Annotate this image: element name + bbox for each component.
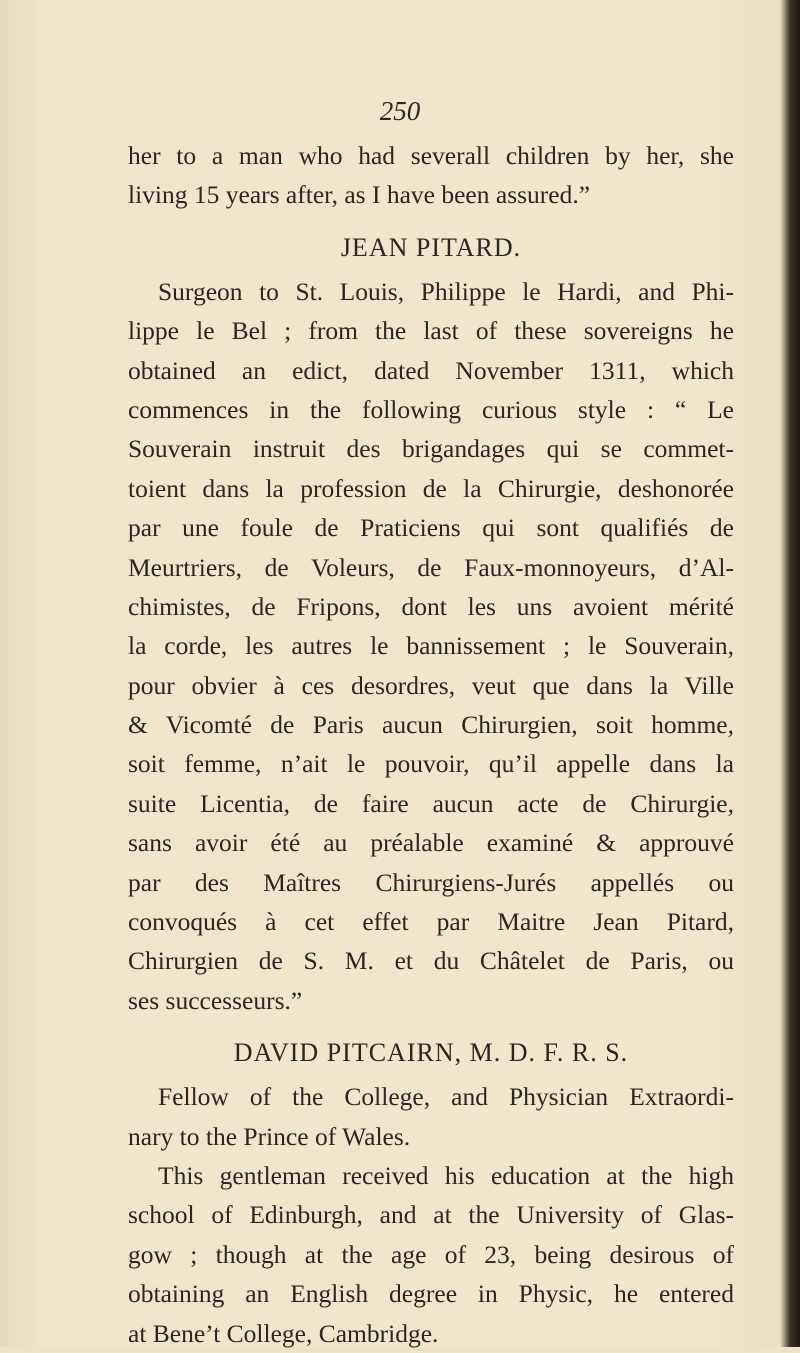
- text-line: her to a man who had severall children by her, she: [128, 141, 734, 170]
- text-line: Surgeon to St. Louis, Philippe le Hardi, and Phi-: [158, 276, 734, 306]
- text-line: pour obvier à ces desordres, veut que dans la Ville: [128, 670, 734, 700]
- text-line: par une foule de Praticiens qui sont qualifiés de: [128, 513, 734, 543]
- text-line: obtained an edict, dated November 1311, which: [128, 355, 734, 385]
- text-line: Fellow of the College, and Physician Extraordi-: [158, 1082, 734, 1112]
- text-line: & Vicomté de Paris aucun Chirurgien, soit homme,: [128, 710, 734, 740]
- text-line: ses successeurs.”: [128, 985, 303, 1015]
- text-line: school of Edinburgh, and at the University of Glas-: [128, 1200, 734, 1230]
- text-line: Meurtriers, de Voleurs, de Faux-monnoyeurs, d’Al-: [128, 552, 734, 582]
- text-line: nary to the Prince of Wales.: [128, 1121, 411, 1151]
- page-text: [128, 136, 734, 1353]
- section-heading-jean-pitard: JEAN PITARD.: [340, 232, 522, 262]
- text-line: soit femme, n’ait le pouvoir, qu’il appelle dans la: [128, 749, 734, 779]
- text-line: lippe le Bel ; from the last of these sovereigns he: [128, 316, 734, 346]
- text-line: chimistes, de Fripons, dont les uns avoient mérité: [128, 591, 734, 621]
- text-line: at Bene’t College, Cambridge.: [128, 1318, 439, 1348]
- text-line: obtaining an English degree in Physic, he entered: [128, 1279, 734, 1309]
- text-line: par des Maîtres Chirurgiens-Jurés appellés ou: [128, 867, 734, 897]
- text-line: commences in the following curious style : “ Le: [128, 394, 734, 424]
- text-line: This gentleman received his education at the high: [158, 1160, 734, 1190]
- text-line: gow ; though at the age of 23, being desirous of: [128, 1239, 734, 1269]
- text-line: toient dans la profession de la Chirurgie, deshonorée: [128, 473, 734, 503]
- text-line: living 15 years after, as I have been assured.”: [128, 180, 591, 210]
- text-line: suite Licentia, de faire aucun acte de Chirurgie,: [128, 788, 734, 818]
- text-line: Souverain instruit des brigandages qui se commet-: [128, 434, 734, 464]
- text-line: la corde, les autres le bannissement ; le Souverain,: [128, 631, 734, 661]
- section-heading-david-pitcairn: DAVID PITCAIRN, M. D. F. R. S.: [233, 1038, 629, 1068]
- text-line: convoqués à cet effet par Maitre Jean Pitard,: [128, 907, 734, 937]
- text-line: sans avoir été au préalable examiné & approuvé: [128, 828, 734, 858]
- text-line: Chirurgien de S. M. et du Châtelet de Paris, ou: [128, 946, 734, 976]
- page-number: 250: [379, 96, 421, 126]
